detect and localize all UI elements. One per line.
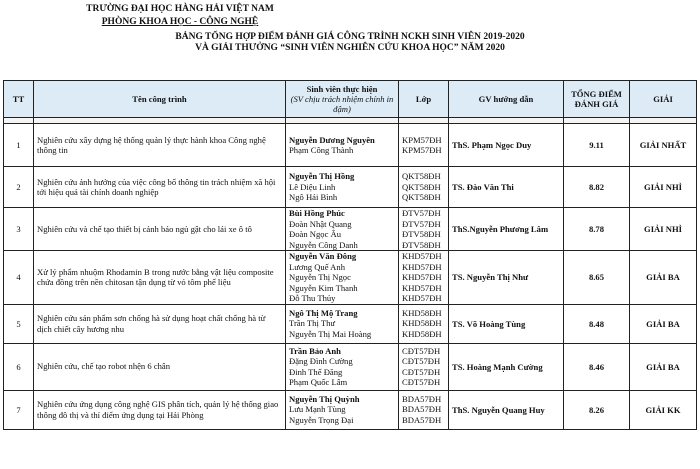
header-row bbox=[4, 81, 697, 118]
award-level: GIẢI BA bbox=[630, 343, 697, 390]
student-name: Nguyễn Công Danh bbox=[289, 239, 358, 250]
class-code: KHD58ĐH bbox=[402, 328, 442, 339]
student-name: Đoàn Nhật Quang bbox=[289, 218, 352, 229]
class-code: KPM57ĐH bbox=[402, 145, 442, 155]
award-level: GIẢI NHÌ bbox=[630, 208, 697, 251]
class-code: KHD58ĐH bbox=[402, 307, 442, 318]
title-line-1: BẢNG TỔNG HỢP ĐIỂM ĐÁNH GIÁ CÔNG TRÌNH NCKH SINH VIÊN 2019-2020 bbox=[175, 32, 525, 42]
project-title: Nghiên cứu xây dựng hệ thống quản lý thực hành khoa Công nghệ thông tin bbox=[34, 124, 286, 167]
col-project: Tên công trình bbox=[34, 81, 286, 118]
table-row bbox=[4, 124, 697, 167]
document-title bbox=[100, 32, 600, 54]
class-cell bbox=[399, 343, 449, 390]
row-number: 5 bbox=[4, 304, 34, 343]
lead-student: Bùi Hồng Phúc bbox=[289, 208, 345, 218]
students-cell bbox=[286, 167, 399, 208]
total-score: 8.48 bbox=[564, 304, 630, 343]
student-name: Nguyễn Kim Thanh bbox=[289, 282, 358, 293]
student-name: Phạm Công Thành bbox=[289, 145, 354, 155]
class-code: BDA57ĐH bbox=[402, 414, 442, 425]
total-score: 8.26 bbox=[564, 390, 630, 429]
class-code: QKT58ĐH bbox=[402, 192, 441, 203]
col-students-label: Sinh viên thực hiện bbox=[306, 84, 378, 94]
project-title: Nghiên cứu ứng dụng công nghệ GIS phân tích, quản lý hệ thống giao thông đô thị và thí điểm ứng dụng tại Hải Phòng bbox=[34, 390, 286, 429]
row-number: 6 bbox=[4, 343, 34, 390]
col-score: TỔNG ĐIỂM ĐÁNH GIÁ bbox=[564, 81, 630, 118]
advisor-name: ThS. Phạm Ngọc Duy bbox=[449, 124, 564, 167]
table-row bbox=[4, 167, 697, 208]
class-code: BDA57ĐH bbox=[402, 393, 442, 404]
students-cell bbox=[286, 208, 399, 251]
col-tt: TT bbox=[4, 81, 34, 118]
award-level: GIẢI BA bbox=[630, 304, 697, 343]
student-name: Lê Diệu Linh bbox=[289, 181, 336, 192]
col-students bbox=[286, 81, 399, 118]
student-name: Đỗ Thu Thủy bbox=[289, 293, 336, 303]
table-row bbox=[4, 251, 697, 305]
lead-student: Nguyễn Thị Hồng bbox=[289, 171, 355, 182]
students-cell bbox=[286, 124, 399, 167]
total-score: 8.82 bbox=[564, 167, 630, 208]
project-title: Xử lý phẩm nhuộm Rhodamin B trong nước bằng vật liệu composite chứa đồng trên nền chitosan tận dụng từ vỏ tôm phế liệu bbox=[34, 251, 286, 305]
student-name: Nguyễn Thị Mai Hoàng bbox=[289, 328, 372, 339]
advisor-name: TS. Nguyễn Thị Như bbox=[449, 251, 564, 305]
class-cell bbox=[399, 304, 449, 343]
advisor-name: TS. Đào Văn Thi bbox=[449, 167, 564, 208]
student-name: Ngô Hải Bình bbox=[289, 192, 338, 203]
col-award: GIẢI bbox=[630, 81, 697, 118]
class-code: ĐTV58ĐH bbox=[402, 229, 441, 239]
row-number: 7 bbox=[4, 390, 34, 429]
class-code: CĐT57ĐH bbox=[402, 377, 441, 387]
total-score: 9.11 bbox=[564, 124, 630, 167]
class-code: ĐTV57ĐH bbox=[402, 208, 441, 218]
class-code: KHD57ĐH bbox=[402, 293, 442, 303]
lead-student: Nguyễn Dương Nguyên bbox=[289, 134, 375, 145]
student-name: Nguyễn Trọng Đại bbox=[289, 414, 354, 425]
advisor-name: TS. Võ Hoàng Tùng bbox=[449, 304, 564, 343]
students-cell bbox=[286, 343, 399, 390]
row-number: 3 bbox=[4, 208, 34, 251]
class-cell bbox=[399, 124, 449, 167]
class-code: KHD57ĐH bbox=[402, 261, 442, 272]
project-title: Nghiên cứu, chế tạo robot nhện 6 chân bbox=[34, 343, 286, 390]
header-organization bbox=[60, 3, 300, 29]
advisor-name: ThS.Nguyễn Phương Lâm bbox=[449, 208, 564, 251]
col-students-note: (SV chịu trách nhiệm chính in đậm) bbox=[290, 94, 394, 114]
total-score: 8.65 bbox=[564, 251, 630, 305]
col-advisor: GV hướng dẫn bbox=[449, 81, 564, 118]
results-table bbox=[3, 80, 697, 430]
award-level: GIẢI NHẤT bbox=[630, 124, 697, 167]
student-name: Đoàn Ngọc Âu bbox=[289, 229, 342, 239]
col-class: Lớp bbox=[399, 81, 449, 118]
project-title: Nghiên cứu và chế tạo thiết bị cảnh báo ngủ gật cho lái xe ô tô bbox=[34, 208, 286, 251]
student-name: Phạm Quốc Lâm bbox=[289, 377, 348, 387]
class-code: ĐTV58ĐH bbox=[402, 239, 441, 250]
class-code: KHD57ĐH bbox=[402, 272, 442, 282]
class-code: BDA57ĐH bbox=[402, 404, 442, 415]
total-score: 8.78 bbox=[564, 208, 630, 251]
class-code: CĐT57ĐH bbox=[402, 356, 441, 366]
class-cell bbox=[399, 208, 449, 251]
student-name: Đinh Thế Đăng bbox=[289, 366, 343, 377]
class-code: CĐT57ĐH bbox=[402, 345, 441, 356]
department-name: PHÒNG KHOA HỌC - CÔNG NGHỆ bbox=[101, 17, 259, 27]
award-level: GIẢI KK bbox=[630, 390, 697, 429]
table-row bbox=[4, 343, 697, 390]
lead-student: Trần Bảo Anh bbox=[289, 345, 341, 356]
lead-student: Nguyễn Văn Đông bbox=[289, 251, 357, 261]
class-cell bbox=[399, 167, 449, 208]
class-code: QKT58ĐH bbox=[402, 181, 441, 192]
class-cell bbox=[399, 390, 449, 429]
lead-student: Nguyễn Thị Quỳnh bbox=[289, 393, 360, 404]
class-cell bbox=[399, 251, 449, 305]
class-code: KPM57ĐH bbox=[402, 134, 442, 145]
class-code: KHD57ĐH bbox=[402, 282, 442, 293]
table-row bbox=[4, 304, 697, 343]
row-number: 1 bbox=[4, 124, 34, 167]
table-row bbox=[4, 208, 697, 251]
class-code: CĐT57ĐH bbox=[402, 366, 441, 377]
advisor-name: TS. Hoàng Mạnh Cường bbox=[449, 343, 564, 390]
advisor-name: ThS. Nguyễn Quang Huy bbox=[449, 390, 564, 429]
students-cell bbox=[286, 390, 399, 429]
row-number: 4 bbox=[4, 251, 34, 305]
students-cell bbox=[286, 251, 399, 305]
total-score: 8.46 bbox=[564, 343, 630, 390]
lead-student: Ngô Thị Mộ Trang bbox=[289, 307, 358, 318]
university-name: TRƯỜNG ĐẠI HỌC HÀNG HẢI VIỆT NAM bbox=[86, 4, 274, 14]
class-code: KHD57ĐH bbox=[402, 251, 442, 261]
project-title: Nghiên cứu sản phẩm sơn chống hà sử dụng hoạt chất chống hà từ dịch chiết cây hương nhu bbox=[34, 304, 286, 343]
class-code: ĐTV57ĐH bbox=[402, 218, 441, 229]
class-code: QKT58ĐH bbox=[402, 171, 441, 182]
student-name: Lương Quế Anh bbox=[289, 261, 345, 272]
student-name: Lưu Mạnh Tùng bbox=[289, 404, 346, 415]
table-row bbox=[4, 390, 697, 429]
student-name: Nguyễn Thị Ngọc bbox=[289, 272, 351, 282]
student-name: Trần Thị Thư bbox=[289, 318, 336, 329]
student-name: Đặng Đình Cường bbox=[289, 356, 353, 366]
award-level: GIẢI NHÌ bbox=[630, 167, 697, 208]
title-line-2: VÀ GIẢI THƯỞNG “SINH VIÊN NGHIÊN CỨU KHOA HỌC” NĂM 2020 bbox=[195, 43, 505, 53]
row-number: 2 bbox=[4, 167, 34, 208]
class-code: KHD58ĐH bbox=[402, 318, 442, 329]
award-level: GIẢI BA bbox=[630, 251, 697, 305]
project-title: Nghiên cứu ảnh hưởng của việc công bố thông tin trách nhiệm xã hội tới hiệu quả tài chính doanh nghiệp bbox=[34, 167, 286, 208]
students-cell bbox=[286, 304, 399, 343]
